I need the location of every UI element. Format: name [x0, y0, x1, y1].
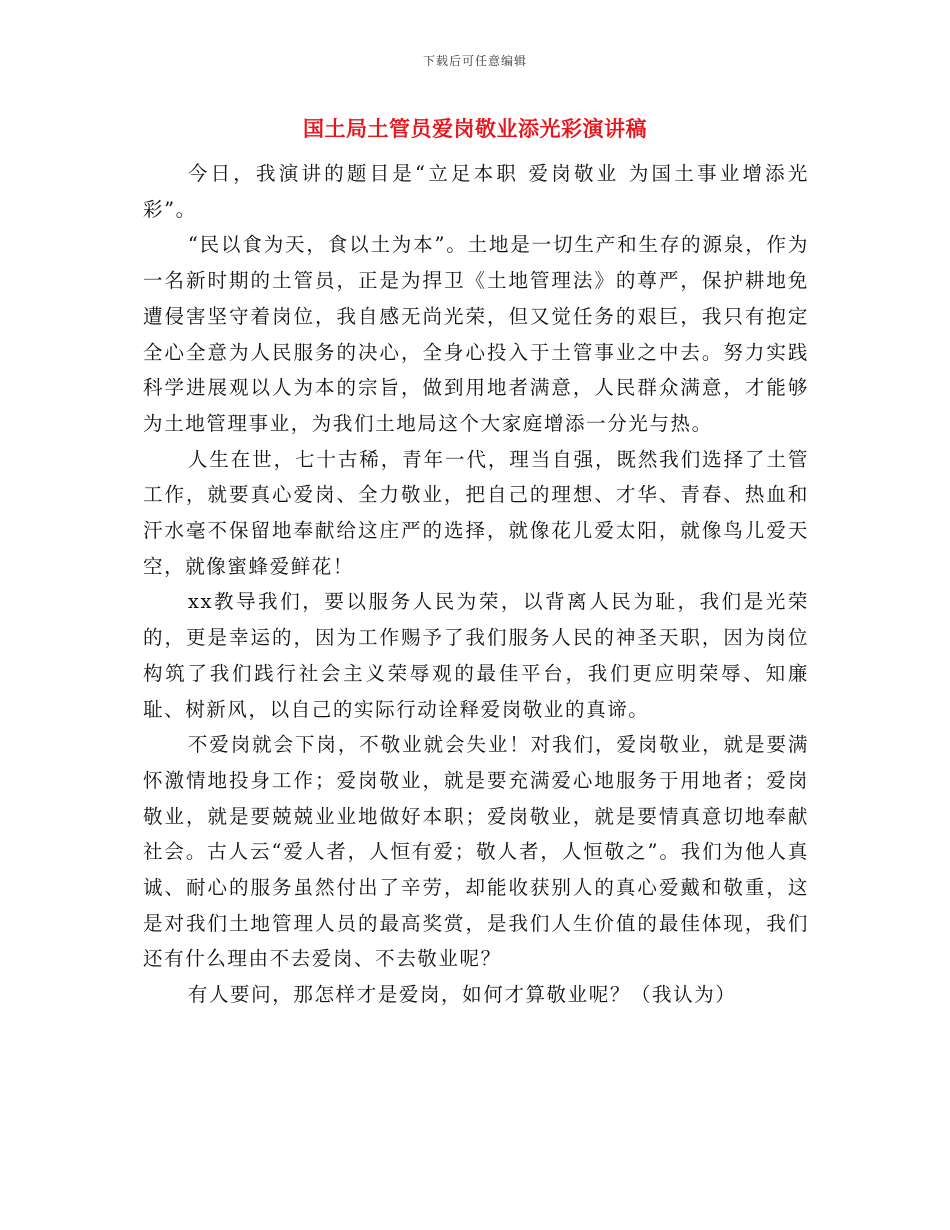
paragraph-3: 人生在世，七十古稀，青年一代，理当自强，既然我们选择了土管工作，就要真心爱岗、全力敬业，把自己的理想、才华、青春、热血和汗水毫不保留地奉献给这庄严的选择，就像花儿爱太阳，就像鸟儿爱天空，就像蜜蜂爱鲜花！	[143, 447, 809, 578]
header-note: 下载后可任意编辑	[422, 54, 527, 68]
paragraph-1: 今日，我演讲的题目是“立足本职 爱岗敬业 为国土事业增添光彩”。	[143, 162, 809, 221]
paragraph-4: xx教导我们，要以服务人民为荣，以背离人民为耻，我们是光荣的，更是幸运的，因为工作赐予了我们服务人民的神圣天职，因为岗位构筑了我们践行社会主义荣辱观的最佳平台，我们更应明荣辱、知廉耻、树新风，以自己的实际行动诠释爱岗敬业的真谛。	[143, 590, 809, 721]
document-body	[143, 156, 809, 1013]
paragraph-6: 有人要问，那怎样才是爱岗，如何才算敬业呢？（我认为）	[187, 983, 737, 1007]
paragraph-5: 不爱岗就会下岗，不敬业就会失业！对我们，爱岗敬业，就是要满怀激情地投身工作；爱岗敬业，就是要充满爱心地服务于用地者；爱岗敬业，就是要兢兢业业地做好本职；爱岗敬业，就是要情真意切地奉献社会。古人云“爱人者，人恒有爱；敬人者，人恒敬之”。我们为他人真诚、耐心的服务虽然付出了辛劳，却能收获别人的真心爱戴和敬重，这是对我们土地管理人员的最高奖赏，是我们人生价值的最佳体现，我们还有什么理由不去爱岗、不去敬业呢？	[143, 733, 809, 971]
paragraph-2: “民以食为天，食以土为本”。土地是一切生产和生存的源泉，作为一名新时期的土管员，正是为捍卫《土地管理法》的尊严，保护耕地免遭侵害坚守着岗位，我自感无尚光荣，但又觉任务的艰巨，我只有抱定全心全意为人民服务的决心，全身心投入于土管事业之中去。努力实践科学进展观以人为本的宗旨，做到用地者满意，人民群众满意，才能够为土地管理事业，为我们土地局这个大家庭增添一分光与热。	[143, 233, 809, 435]
document-title: 国土局土管员爱岗敬业添光彩演讲稿	[303, 117, 647, 141]
